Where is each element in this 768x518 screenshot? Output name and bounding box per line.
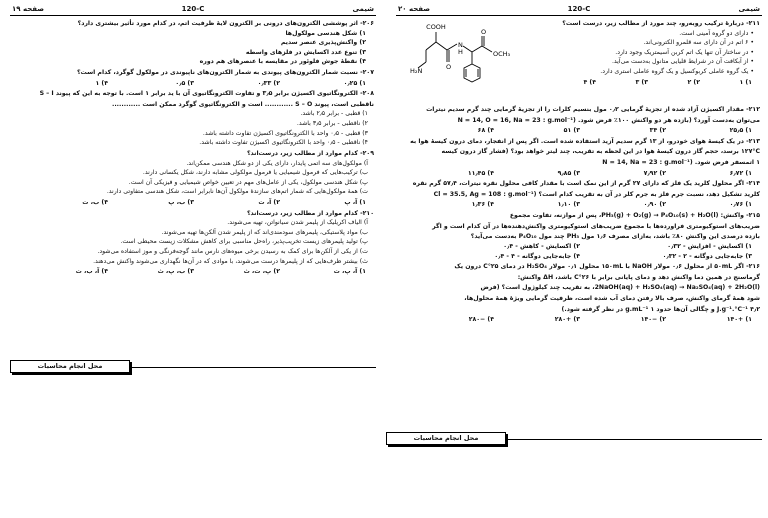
molecule-structure-diagram [400,18,528,100]
amine-label: H₂N [410,67,423,75]
answer-option[interactable]: ۳) ۵۱ [563,127,580,135]
statement-item: آ) الیاف اکریلیک از پلیمر شدن سیانواتن، تهیه می‌شوند. [227,219,368,227]
answer-option[interactable]: ۳) ب، پ [168,198,194,206]
question-text: ضریب‌های استوکیومتری فراورده‌ها با مجموع ضریب‌های استوکیومتری واکنش‌دهنده‌ها در آن کدام است و اگر [432,222,760,230]
subject-label: شیمی [352,5,374,13]
statement-item: • یک گروه عاملی کربوکسیل و یک گروه عاملی استری دارد. [600,68,754,76]
question-text: ۲۱۶- اگر ۵۰mL از محلول ۰٫۶ مولار NaOH با ۱۵۰mL محلول ۰٫۱ مولار H₂SO₄ در دمای ۲۵°C درون یک [454,263,760,271]
questions-column [14,18,374,277]
question-text: می‌توان به‌دست آورد؟ (بازده هر دو واکنش ۱۰۰٪ فرض شود. (N = 14, O = 16, Na = 23 : g.mol⁻¹ [457,116,760,124]
question-text: ۴٫۲ J.g⁻¹.°C⁻¹ و چگالی آن‌ها حدود ۱ g.mL⁻¹ در نظر گرفته شود.) [561,305,760,313]
answer-option[interactable]: ۴) −۲۸۰ [468,316,494,324]
statement-item: ۳) قطبی - ۰٫۵ واحد با الکترونگاتیوی اکسیژن تفاوت داشته باشد. [202,129,368,137]
answer-option[interactable]: ۴) ب، ت [82,198,108,206]
question-text: ۲۱۳- در یک کیسهٔ هوای خودرو، از ۱۳ گرم سدیم آزید استفاده شده است. اگر پس از انفجار، دمای درون کیسهٔ هوا به [410,137,760,145]
nitrogen-label: N [458,41,463,49]
page-number: صفحه ۱۹ [12,5,45,13]
answer-options-row [14,267,374,277]
oxygen-label: O [446,63,452,71]
question-text: شود همهٔ گرمای واکنش، صرف بالا رفتن دمای آب شده است، ظرفیت گرمایی ویژهٔ همهٔ محلول‌ها، [464,294,760,302]
answer-options-row [400,252,760,262]
answer-options-row [14,79,374,89]
answer-option[interactable]: ۳) ۰٫۵ [175,79,194,87]
subject-label: شیمی [738,5,760,13]
answer-option[interactable]: ۲) ۷٫۹۲ [643,169,666,177]
question-text: ۲۰۷- نسبت شمار الکترون‌های پیوندی به شمار الکترون‌های ناپیوندی در مولکول گوگرد، کدام است؟ [76,69,374,77]
questions-column [400,104,760,325]
answer-option[interactable]: ۱) ۰٫۷۶ [729,201,752,209]
answer-option[interactable]: ۱) ۲۵٫۵ [729,127,752,135]
answer-options-row [400,200,760,210]
statement-item: ت) از یکی از آلکن‌ها برای کمک به رسیدن برخی میوه‌های نارس مانند گوجه‌فرنگی و موز استفاده می‌شود. [97,248,368,256]
question-text: ۲۰۸- الکترونگاتیوی اکسیژن برابر ۳٫۵ و تفاوت الکترونگاتیوی آن با ید برابر ۱ است. با توجه به این که پیوند S – I [39,90,374,98]
exam-page-right [396,0,762,518]
answer-option[interactable]: ۳) ۱٫۱۰ [557,201,580,209]
answer-option[interactable]: ۲) آ، ت [258,198,280,206]
answer-option[interactable]: ۱) اکسایش - افزایش - ۰٫۳۲ [667,242,752,250]
question-text: گرماسنج در همین دما واکنش دهد و دمای پایانی برابر با ۲۶°C باشد، ΔH واکنش: [517,273,760,281]
answer-options-row [400,126,760,136]
answer-option[interactable]: ۲) واکنش‌پذیری عنصر سدیم [280,39,366,47]
answer-options-row [536,78,760,88]
answer-option[interactable]: ۲) ۰٫۳۳ [257,79,280,87]
question-text: ۲۰۶- اثر پوششی الکترون‌های درونی بر الکترون لایهٔ ظرفیت اتم، در کدام مورد تأثیر بیشتری دارد؟ [77,20,374,27]
answer-option[interactable]: ۴) ۱۱٫۴۵ [467,169,494,177]
answer-option[interactable]: ۲) پ، ت، ث [243,268,280,276]
calculation-area-label: محل انجام محاسبات [386,432,506,445]
hydrogen-label: H [458,48,463,56]
methoxy-label: OCH₃ [493,50,511,58]
answer-option[interactable]: ۲) −۱۴۰ [640,316,666,324]
statement-item: ت) همهٔ مولکول‌هایی که شمار اتم‌های سازندهٔ مولکول آن‌ها نابرابر است، شکل هندسی متفاوتی دارند. [106,188,368,196]
statement-item: پ) شکل هندسی مولکول، یکی از عامل‌های مهم در تعیین خواص شیمیایی و فیزیکی آن است. [128,178,368,186]
answer-option[interactable]: ۳) ۳ [635,78,648,86]
statement-item: • در ساختار آن تنها یک اتم کربن آسیمتریک وجود دارد. [615,48,754,56]
question-text: ۲۰۹- کدام موارد از مطالب زیر، درست‌اند؟ [246,149,374,157]
statement-item: ۱) قطبی - برابر ۲٫۵ باشد. [300,110,368,118]
page-header [396,4,762,16]
question-text: 2NaOH(aq) + H₂SO₄(aq) → Na₂SO₄(aq) + 2H₂O(l)، به تقریب چند کیلوژول است؟ (فرض [480,284,760,292]
page-number: صفحه ۲۰ [398,5,431,13]
statement-item: • دارای دو گروه آمینی است. [679,29,754,37]
statement-item: • از آبکافت آن در شرایط قلیایی متانول به‌دست می‌آید. [611,58,754,66]
oxygen-label: O [481,28,487,36]
statement-item: ث) بیشتر ظرف‌هایی که از پلیمرها درست می‌شوند، با موادی که در آن‌ها نگهداری می‌شوند واکنش می‌دهند. [93,257,368,265]
question-text: بازده درصدی این واکنش ۸۰٪ باشد، به‌ازای مصرف ۱٫۶ مول PH₃ چند مول P₄O₁₀ به‌دست می‌آید؟ [470,233,760,241]
answer-option[interactable]: ۴) ۱٫۳۶ [471,201,494,209]
answer-option[interactable]: ۳) +۲۸۰ [554,316,580,324]
answer-option[interactable]: ۱) ۱ [739,78,752,86]
question-text: ۲۱۲- مقدار اکسیژن آزاد شده از تجزیهٔ گرمایی ۰٫۲ مول بنسیم کلرات را از تجزیهٔ گرمایی چند گرم سدیم نیترات [426,106,760,113]
answer-option[interactable]: ۴) ۶۸ [477,127,494,135]
answer-option[interactable]: ۱) +۱۴۰ [726,316,752,324]
statement-item: آ) مولکول‌های سه اتمی پایدار، دارای یکی از دو شکل هندسی ممکن‌اند. [186,159,368,167]
answer-option[interactable]: ۴) آ، ب، ت [75,268,108,276]
answer-options-row [400,169,760,179]
answer-option[interactable]: ۲) ۳۴ [649,127,666,135]
question-text: ۲۱۰- کدام موارد از مطالب زیر، درست‌اند؟ [246,209,374,217]
question-211-block [536,18,760,87]
answer-options-row [400,242,760,252]
answer-option[interactable]: ۴) جابه‌جایی دوگانه - ۴ - ۰٫۴ [494,252,580,260]
question-text: ۱۲۷°C برسد، حجم گاز درون کیسهٔ هوا در این لحظه به تقریب، چند لیتر خواهد بود؟ (فشار گاز درون کیسه [441,148,760,156]
answer-option[interactable]: ۱) شکل هندسی مولکول‌ها [285,29,366,37]
answer-option[interactable]: ۴) ۱ [95,79,108,87]
answer-option[interactable]: ۴) ۴ [583,78,596,86]
statement-item: • ۶ اتم در آن دارای سه قلمرو الکترونی‌اند. [643,39,754,47]
question-text: کلرید تشکیل دهد، نسبت جرم فلز به جرم کلر در آن به تقریب کدام است؟ (Cl = 35.5, Ag = 108 : g.mol⁻¹ [433,190,760,198]
answer-option[interactable]: ۲) اکسایش - کاهش - ۰٫۴ [503,242,580,250]
question-text: ۲۱۱- دربارهٔ ترکیب روبه‌رو، چند مورد از مطالب زیر، درست است؟ [562,20,760,27]
question-text: ۲۱۴- اگر محلول کلرید یک فلز که دارای ۲۷ گرم از این نمک است با مقدار کافی محلول نقره نیترات، ۵۷٫۴ گرم نقره [412,180,760,188]
exam-code: 120-C [567,5,591,13]
page-header [10,4,376,16]
answer-option[interactable]: ۱) آ، پ [344,198,366,206]
statement-item: ۲) ناقطبی - برابر ۳٫۵ باشد. [296,120,368,128]
question-text: ناقطبی است، پیوند S – O ............ است و الکترونگاتیوی گوگرد ممکن است ............ [111,100,374,108]
exam-code: 120-C [181,5,205,13]
cooh-label: COOH [426,23,446,31]
question-text: ۱ اتمسفر فرض شود. (N = 14, Na = 23 : g.mol⁻¹ [602,159,760,167]
statement-item: ب) مواد پلاستیکی، پلیمرهای سودمندی‌اند که از پلیمر شدن آلکن‌ها تهیه می‌شوند. [161,228,368,236]
answer-option[interactable]: ۳) ب، پ، ث [157,268,194,276]
answer-options-row [14,198,374,208]
answer-option[interactable]: ۳) ۹٫۸۵ [557,169,580,177]
question-text: ۲۱۵- واکنش: PH₃(g) + O₂(g) → P₄O₁₀(s) + H₂O(l)، پس از موازنه، تفاوت مجموع [509,212,760,220]
statement-item: پ) تولید پلیمرهای زیست تخریب‌پذیر، راه‌حل مناسبی برای کاهش مشکلات زیست محیطی است. [120,238,368,246]
answer-option[interactable]: ۳) جابه‌جایی دوگانه - ۲ - ۰٫۳۲ [662,252,752,260]
statement-item: ب) ترکیب‌هایی که فرمول شیمیایی یا فرمول مولکولی مشابه دارند، شکل یکسانی دارند. [142,169,368,177]
answer-option[interactable]: ۱) ۰٫۲۵ [343,79,366,87]
answer-option[interactable]: ۲) ۰٫۹۰ [643,201,666,209]
answer-option[interactable]: ۱) آ، پ، ت [333,268,366,276]
statement-item: ۴) ناقطبی - ۰٫۵ واحد با الکترونگاتیوی اکسیژن تفاوت داشته باشد. [199,139,368,147]
answer-options-row [400,315,760,325]
answer-option[interactable]: ۴) نقطهٔ جوش فلوئور در مقایسه با عنصرهای هم دوره [199,58,366,66]
answer-option[interactable]: ۳) تنوع عدد اکسایش در فلزهای واسطه [245,48,366,56]
calculation-area-label: محل انجام محاسبات [10,360,130,373]
answer-option[interactable]: ۱) ۶٫۷۲ [729,169,752,177]
exam-page-left [10,0,376,518]
answer-option[interactable]: ۲) ۲ [687,78,700,86]
